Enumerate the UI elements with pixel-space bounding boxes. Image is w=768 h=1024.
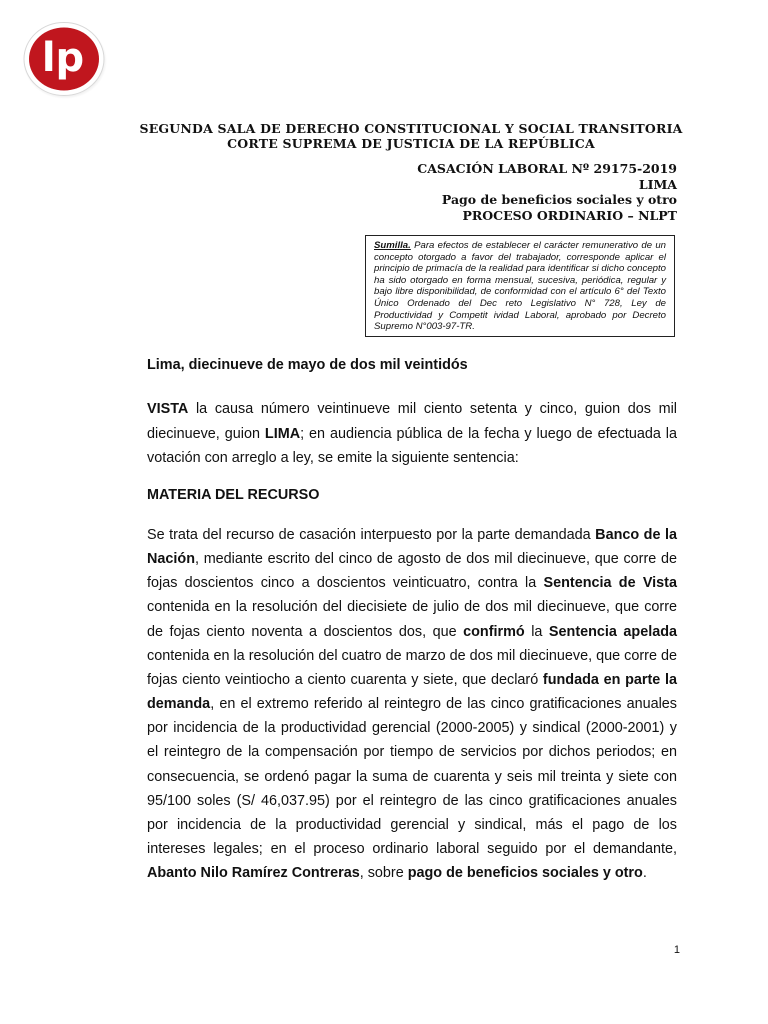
materia-paragraph	[147, 523, 677, 885]
page-number: 1	[673, 944, 680, 956]
materia-text-1: Se trata del recurso de casación interpuesto por la parte demandada	[147, 527, 596, 543]
vista-city: LIMA	[264, 425, 301, 442]
materia-text-5: contenida en la resolución del cuatro de marzo de dos mil diecinueve, que corre de fojas ciento veintiocho a ciento cuarenta y siete, que declaró	[147, 647, 677, 688]
date-line: Lima, diecinueve de mayo de dos mil veintidós	[147, 357, 468, 373]
section-title: MATERIA DEL RECURSO	[147, 487, 320, 503]
materia-bold-4: Sentencia apelada	[548, 623, 678, 640]
materia-bold-6: Abanto Nilo Ramírez Contreras	[147, 865, 360, 882]
supreme-court-heading: CORTE SUPREMA DE JUSTICIA DE LA REPÚBLICA	[227, 136, 595, 151]
case-place: LIMA	[638, 176, 677, 192]
case-number: CASACIÓN LABORAL Nº 29175-2019	[417, 161, 677, 176]
case-info	[417, 161, 677, 223]
sumilla-text: Para efectos de establecer el carácter remunerativo de un concepto otorgado a favor del trabajador, corresponde aplicar el principio de primacía de la realidad para identificar si dicho concepto ha sido otorgado en forma mensual, sucesiva, periódica, regular y bajo libre disponibilidad, de conformidad con el artículo 6° del Texto Único Ordenado del Dec reto Legislativo N° 728, Ley de Productividad y Competit ividad Laboral, aprobado por Decreto Supremo N°003-97-TR.	[374, 240, 666, 333]
vista-lead: VISTA	[147, 401, 189, 417]
sumilla-lead: Sumilla.	[374, 240, 411, 251]
case-subject: Pago de beneficios sociales y otro	[441, 192, 677, 207]
materia-text-7: , sobre	[359, 865, 408, 882]
materia-bold-3: confirmó	[463, 623, 525, 640]
logo-text: lp	[41, 35, 85, 81]
materia-text-6: , en el extremo referido al reintegro de las cinco gratificaciones anuales por incidencia de la productividad gerencial (2000-2005) y sindical (2000-2001) y el reintegro de la compensación por tiempo de servicios por dichos periodos; en consecuencia, se ordenó pagar la suma de cuarenta y seis mil treinta y siete con 95/100 soles (S/ 46,037.95) por el reintegro de las cinco gratificaciones anuales por incidencia de la productividad gerencial y sindical, más el pago de los intereses legales; en el proceso ordinario laboral seguido por el demandante,	[147, 696, 677, 858]
materia-bold-1: Banco de la Nación	[147, 527, 677, 568]
lp-logo	[21, 19, 107, 99]
materia-text-8: .	[642, 865, 647, 882]
materia-bold-5: fundada en parte la demanda	[147, 671, 677, 713]
case-process: PROCESO ORDINARIO – NLPT	[462, 207, 677, 223]
materia-text-2: , mediante escrito del cinco de agosto de dos mil diecinueve, que corre de fojas doscientos cinco a doscientos veinticuatro, contra la	[147, 551, 677, 592]
vista-text-2: ; en audiencia pública de la fecha y luego de efectuada la votación con arreglo a ley, se emite la siguiente sentencia:	[147, 425, 677, 467]
materia-bold-2: Sentencia de Vista	[543, 575, 677, 592]
vista-text-1: la causa número veintinueve mil ciento setenta y cinco, guion dos mil diecinueve, guion	[147, 401, 677, 442]
vista-paragraph	[147, 397, 677, 471]
materia-text-3: contenida en la resolución del diecisiete de julio de dos mil diecinueve, que corre de fojas ciento noventa a doscientos dos, que	[147, 599, 677, 640]
materia-text-4: la	[524, 623, 549, 640]
court-chamber-heading: SEGUNDA SALA DE DERECHO CONSTITUCIONAL Y SOCIAL TRANSITORIA	[139, 121, 683, 136]
sumilla-box	[365, 235, 675, 337]
materia-bold-7: pago de beneficios sociales y otro	[407, 865, 643, 882]
